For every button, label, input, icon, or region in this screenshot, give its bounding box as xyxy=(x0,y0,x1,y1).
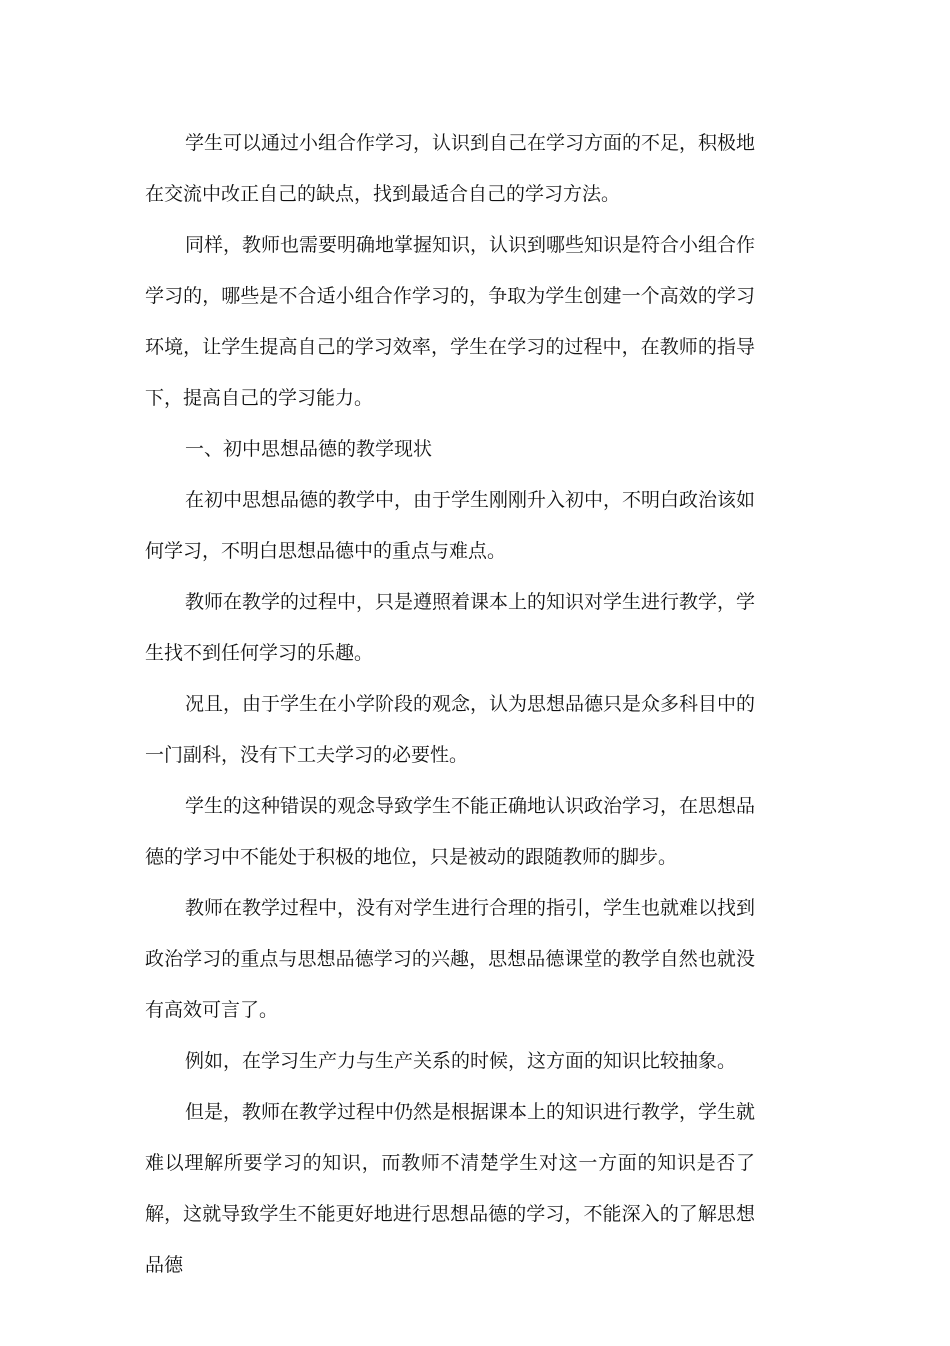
paragraph-2: 同样，教师也需要明确地掌握知识，认识到哪些知识是符合小组合作学习的，哪些是不合适小组合作学习的，争取为学生创建一个高效的学习环境，让学生提高自己的学习效率，学生在学习的过程中，在教师的指导下，提高自己的学习能力。 xyxy=(145,234,756,409)
paragraph-1: 学生可以通过小组合作学习，认识到自己在学习方面的不足，积极地在交流中改正自己的缺点，找到最适合自己的学习方法。 xyxy=(145,132,756,205)
paragraph-3: 在初中思想品德的教学中，由于学生刚刚升入初中，不明白政治该如何学习，不明白思想品德中的重点与难点。 xyxy=(145,489,756,562)
paragraph-6: 学生的这种错误的观念导致学生不能正确地认识政治学习，在思想品德的学习中不能处于积极的地位，只是被动的跟随教师的脚步。 xyxy=(145,795,756,868)
paragraph-5: 况且，由于学生在小学阶段的观念，认为思想品德只是众多科目中的一门副科，没有下工夫学习的必要性。 xyxy=(145,693,756,766)
paragraph-7: 教师在教学过程中，没有对学生进行合理的指引，学生也就难以找到政治学习的重点与思想品德学习的兴趣，思想品德课堂的教学自然也就没有高效可言了。 xyxy=(145,897,756,1021)
document-body xyxy=(145,118,755,1291)
section-heading: 一、初中思想品德的教学现状 xyxy=(185,438,433,460)
paragraph-4: 教师在教学的过程中，只是遵照着课本上的知识对学生进行教学，学生找不到任何学习的乐趣。 xyxy=(145,591,756,664)
paragraph-8: 例如，在学习生产力与生产关系的时候，这方面的知识比较抽象。 xyxy=(185,1050,737,1072)
paragraph-9: 但是，教师在教学过程中仍然是根据课本上的知识进行教学，学生就难以理解所要学习的知识，而教师不清楚学生对这一方面的知识是否了解，这就导致学生不能更好地进行思想品德的学习，不能深入的了解思想品德 xyxy=(145,1101,756,1276)
